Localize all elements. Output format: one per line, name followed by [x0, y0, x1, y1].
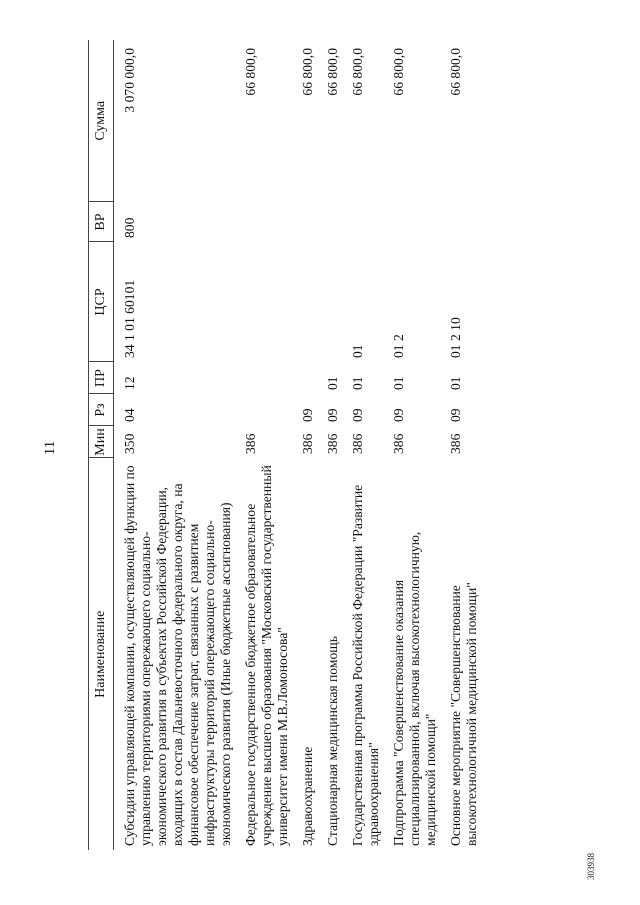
row-vr	[347, 202, 388, 242]
row-csr: 01 2	[391, 334, 406, 358]
row-rz: 09	[448, 408, 463, 422]
table-row	[322, 40, 347, 850]
row-vr	[297, 202, 322, 242]
row-pr: 01	[391, 376, 406, 390]
row-min: 386	[300, 433, 315, 454]
row-name: Государственная программа Российской Федерации "Развитие здравоохранения"	[350, 484, 381, 846]
row-min: 386	[448, 433, 463, 454]
row-name: Основное мероприятие "Совершенствование высокотехнологичной медицинской помощи"	[448, 582, 479, 846]
table-row	[347, 40, 388, 850]
row-csr	[322, 242, 347, 362]
table-row	[297, 40, 322, 850]
header-name: Наименование	[89, 458, 114, 850]
row-csr: 34 1 01 60101	[122, 279, 137, 358]
row-vr: 800	[122, 217, 137, 238]
row-min: 350	[122, 433, 137, 454]
row-min: 386	[243, 433, 258, 454]
row-csr	[240, 242, 297, 362]
row-vr	[240, 202, 297, 242]
row-name: Здравоохранение	[300, 746, 315, 846]
header-rz: Рз	[89, 394, 114, 426]
row-vr	[322, 202, 347, 242]
document-page	[40, 10, 600, 880]
row-csr	[297, 242, 322, 362]
table-row	[114, 40, 241, 850]
row-vr	[388, 202, 445, 242]
document-code: 303938	[586, 853, 596, 880]
header-pr: ПР	[89, 362, 114, 394]
table-header-row	[89, 40, 114, 850]
row-sum: 66 800,0	[243, 48, 258, 96]
row-pr: 12	[122, 376, 137, 390]
row-sum: 66 800,0	[325, 48, 340, 96]
page-number: 11	[42, 440, 58, 456]
row-rz	[240, 394, 297, 426]
row-rz: 09	[391, 408, 406, 422]
row-vr	[445, 202, 486, 242]
row-sum: 3 070 000,0	[122, 48, 137, 113]
row-rz: 09	[325, 408, 340, 422]
row-rz: 09	[300, 408, 315, 422]
row-min: 386	[350, 433, 365, 454]
row-min: 386	[391, 433, 406, 454]
header-sum: Сумма	[89, 40, 114, 202]
budget-table	[88, 40, 486, 850]
row-sum: 66 800,0	[300, 48, 315, 96]
row-min: 386	[325, 433, 340, 454]
row-name: Подпрограмма "Совершенствование оказания специализированной, включая высокотехнологичную, медицинской помощи"	[391, 531, 438, 846]
row-sum: 66 800,0	[350, 48, 365, 96]
row-csr: 01 2 10	[448, 317, 463, 358]
table-row	[445, 40, 486, 850]
row-pr: 01	[350, 376, 365, 390]
row-rz: 04	[122, 408, 137, 422]
row-name: Стационарная медицинская помощь	[325, 636, 340, 846]
row-name: Федеральное государственное бюджетное образовательное учреждение высшего образования "Московский государственный университет имени М.В.Ломоносова"	[243, 465, 290, 846]
row-csr: 01	[350, 344, 365, 358]
row-pr: 01	[448, 376, 463, 390]
table-row	[240, 40, 297, 850]
row-name: Субсидии управляющей компании, осуществляющей функции по управлению территориями опережающего социально-экономического развития в субъектах Российской Федерации, входящих в состав Дальневосточного федерального округа, на финансовое обеспечение затрат, связанных с развитием инфраструктуры территорий опережающего социально-экономического развития (Иные бюджетные ассигнования)	[122, 465, 233, 846]
row-sum: 66 800,0	[391, 48, 406, 96]
table-row	[388, 40, 445, 850]
row-rz: 09	[350, 408, 365, 422]
row-sum: 66 800,0	[448, 48, 463, 96]
row-pr: 01	[325, 376, 340, 390]
row-pr	[297, 362, 322, 394]
header-csr: ЦСР	[89, 242, 114, 362]
header-vr: ВР	[89, 202, 114, 242]
header-min: Мин	[89, 426, 114, 458]
row-pr	[240, 362, 297, 394]
